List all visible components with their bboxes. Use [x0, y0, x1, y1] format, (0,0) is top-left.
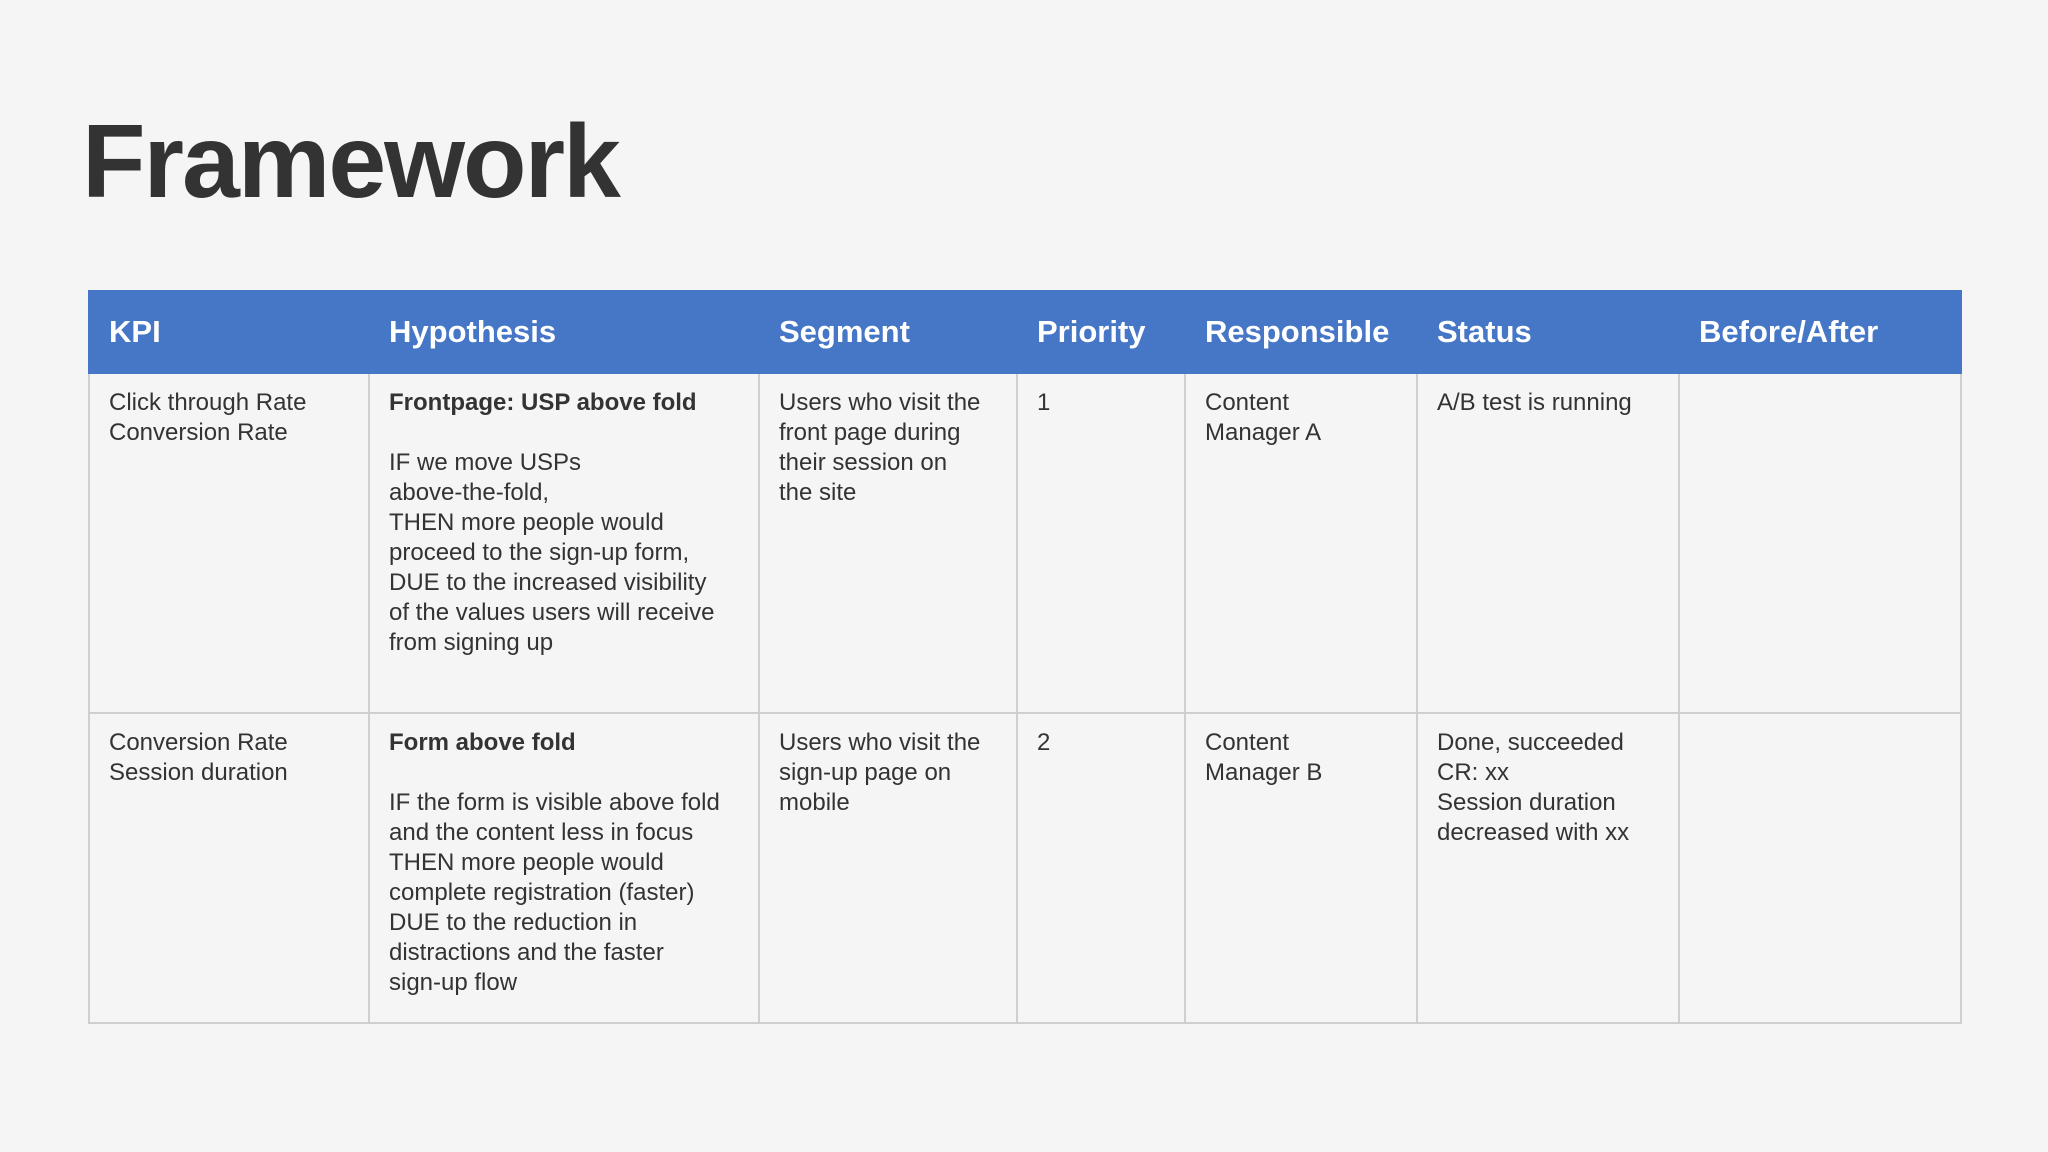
priority-cell: 1 — [1017, 373, 1185, 713]
column-header-status: Status — [1417, 291, 1679, 373]
column-header-segment: Segment — [759, 291, 1017, 373]
before-after-cell — [1679, 713, 1961, 1023]
hypothesis-cell — [369, 373, 759, 713]
column-header-kpi: KPI — [89, 291, 369, 373]
segment-cell: Users who visit the sign-up page on mobile — [759, 713, 1017, 1023]
hypothesis-body: IF we move USPs above-the-fold, THEN more people would proceed to the sign-up form, DUE to the increased visibility of the values users will receive from signing up — [389, 449, 715, 656]
column-header-responsible: Responsible — [1185, 291, 1417, 373]
hypothesis-cell — [369, 713, 759, 1023]
column-header-before-after: Before/After — [1679, 291, 1961, 373]
table-row — [89, 373, 1961, 713]
hypothesis-body: IF the form is visible above fold and the content less in focus THEN more people would complete registration (faster) DUE to the reduction in distractions and the faster sign-up flow — [389, 789, 720, 996]
framework-table — [88, 290, 1962, 1024]
column-header-hypothesis: Hypothesis — [369, 291, 759, 373]
kpi-cell: Conversion Rate Session duration — [89, 713, 369, 1023]
column-header-priority: Priority — [1017, 291, 1185, 373]
hypothesis-title: Form above fold — [389, 729, 576, 756]
kpi-cell: Click through Rate Conversion Rate — [89, 373, 369, 713]
responsible-cell: Content Manager A — [1185, 373, 1417, 713]
priority-cell: 2 — [1017, 713, 1185, 1023]
page-title: Framework — [82, 104, 619, 220]
hypothesis-title: Frontpage: USP above fold — [389, 389, 697, 416]
responsible-cell: Content Manager B — [1185, 713, 1417, 1023]
status-cell: A/B test is running — [1417, 373, 1679, 713]
segment-cell: Users who visit the front page during their session on the site — [759, 373, 1017, 713]
table-header-row — [89, 291, 1961, 373]
before-after-cell — [1679, 373, 1961, 713]
table-row — [89, 713, 1961, 1023]
status-cell: Done, succeeded CR: xx Session duration decreased with xx — [1417, 713, 1679, 1023]
